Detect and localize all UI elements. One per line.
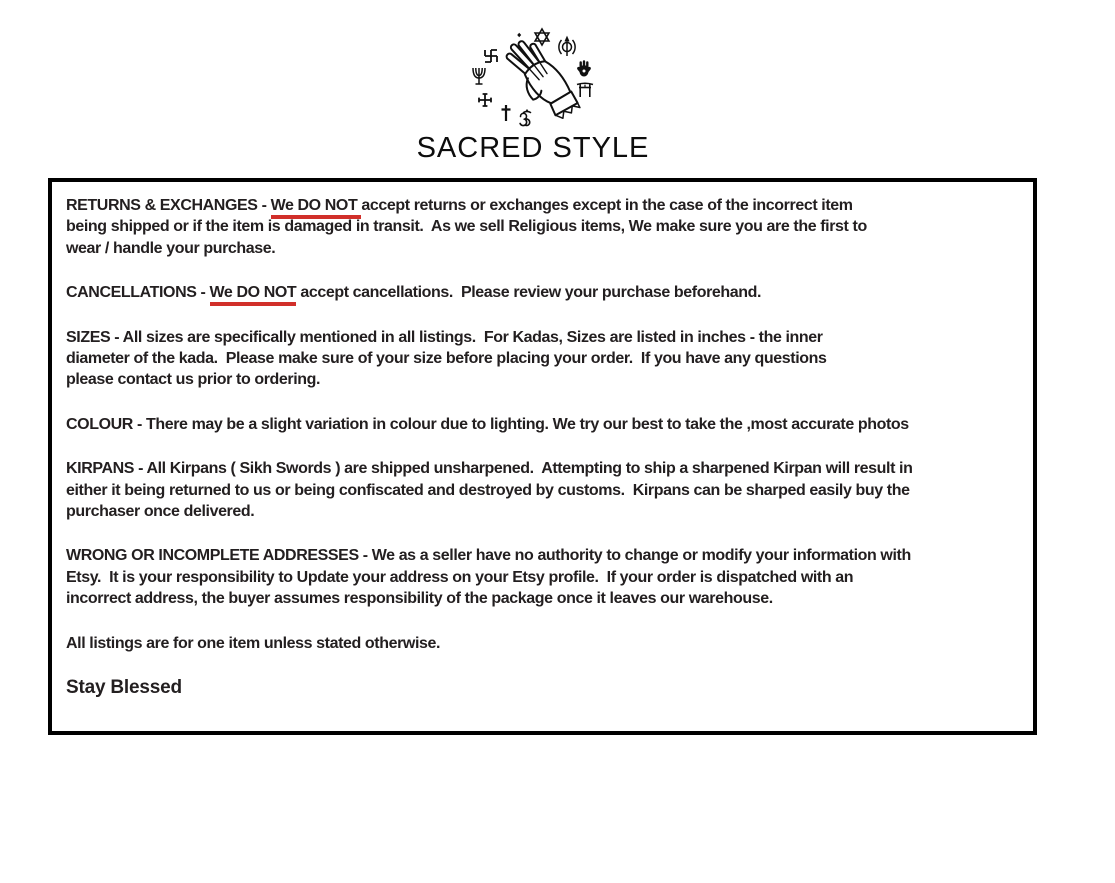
khanda-icon [559,38,575,57]
red-underlined-we-do-not: We DO NOT [271,197,362,219]
star-and-crescent-icon [507,28,521,43]
paragraph-kirpans [66,458,1019,522]
om-icon [520,109,530,125]
star-of-david-icon [535,29,549,45]
paragraph-sizes [66,327,1019,391]
text-line: All listings are for one item unless stated otherwise. [66,634,441,652]
torii-gate-icon [577,83,593,97]
text-line: purchaser once delivered. [66,503,255,521]
signoff-stay-blessed [66,677,1019,698]
logo-wordmark: SACRED STYLE [416,132,650,164]
cross-crosslet-icon [479,94,491,106]
paragraph-returns-exchanges [66,195,1019,259]
text-line: diameter of the kada. Please make sure of your size before placing your order. If you have any questions [66,350,827,368]
text-line: KIRPANS - All Kirpans ( Sikh Swords ) are shipped unsharpened. Attempting to ship a sharpened Kirpan will result in [66,460,913,478]
sacred-style-logo-icon [428,14,658,140]
text-line: COLOUR - There may be a slight variation in colour due to lighting. We try our best to take the ,most accurate photos [66,415,909,433]
paragraph-single-item [66,633,1019,654]
text-line: incorrect address, the buyer assumes responsibility of the package once it leaves our warehouse. [66,590,773,608]
text-line: either it being returned to us or being confiscated and destroyed by customs. Kirpans can be sharped easily buy the [66,481,910,499]
text-line: wear / handle your purchase. [66,239,276,257]
latin-cross-icon [502,105,511,121]
returns-text: accept returns or exchanges except in the case of the incorrect item [361,197,853,214]
policy-box [48,178,1037,735]
returns-heading-text: RETURNS & EXCHANGES - [66,197,271,214]
red-underlined-we-do-not: We DO NOT [210,284,297,306]
paragraph-cancellations [66,282,1019,303]
text-line: WRONG OR INCOMPLETE ADDRESSES - We as a seller have no authority to change or modify your information with [66,547,911,565]
cancellations-text: accept cancellations. Please review your purchase beforehand. [296,284,762,302]
text-line: being shipped or if the item is damaged in transit. As we sell Religious items, We make sure you are the first to [66,218,867,236]
text-line: Stay Blessed [66,677,182,699]
text-line: please contact us prior to ordering. [66,371,321,389]
swastika-icon [485,50,497,62]
paragraph-colour [66,414,1019,435]
cancellations-heading-text: CANCELLATIONS - [66,284,210,302]
paragraph-wrong-addresses [66,545,1019,609]
menorah-icon [473,68,485,84]
text-line [66,195,1019,216]
text-line: Etsy. It is your responsibility to Update your address on your Etsy profile. If your order is dispatched with an [66,568,854,586]
text-line [66,282,1019,303]
text-line: SIZES - All sizes are specifically mentioned in all listings. For Kadas, Sizes are listed in inches - the inner [66,328,823,346]
hamsa-icon [577,60,591,76]
